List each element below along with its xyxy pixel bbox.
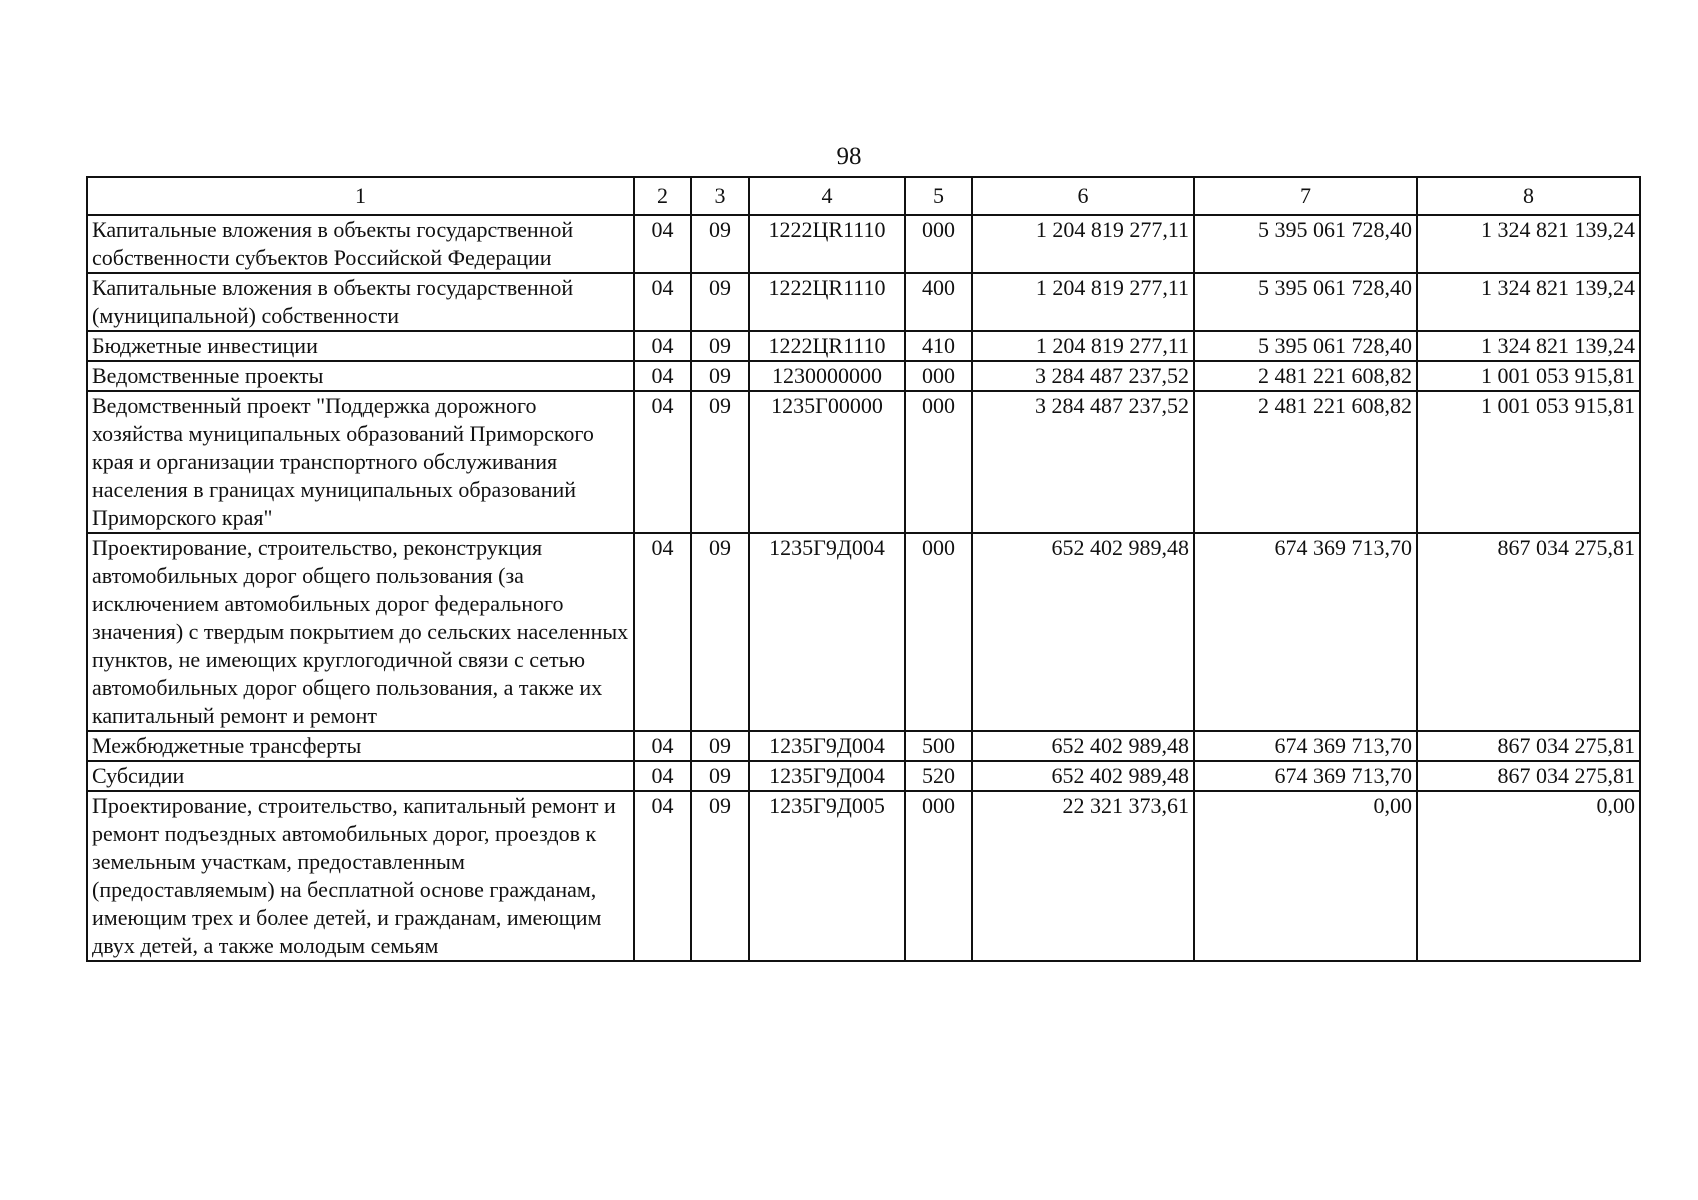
amount-cell: 1 204 819 277,11 — [972, 273, 1194, 331]
table-row — [87, 273, 1640, 331]
amount-cell: 5 395 061 728,40 — [1194, 273, 1417, 331]
section-code-cell: 04 — [634, 361, 691, 391]
table-row — [87, 215, 1640, 273]
amount-cell: 1 204 819 277,11 — [972, 331, 1194, 361]
expense-type-cell: 000 — [905, 391, 972, 533]
amount-cell: 674 369 713,70 — [1194, 533, 1417, 731]
table-row — [87, 361, 1640, 391]
column-header: 5 — [905, 177, 972, 215]
expense-type-cell: 000 — [905, 533, 972, 731]
section-code-cell: 04 — [634, 391, 691, 533]
row-name-cell: Ведомственный проект "Поддержка дорожного хозяйства муниципальных образований Приморского края и организации транспортного обслуживания населения в границах муниципальных образований Приморского края" — [87, 391, 634, 533]
row-name-cell: Ведомственные проекты — [87, 361, 634, 391]
target-article-cell: 1235Г9Д004 — [749, 731, 905, 761]
subsection-code-cell: 09 — [691, 731, 749, 761]
amount-cell: 867 034 275,81 — [1417, 533, 1640, 731]
amount-cell: 674 369 713,70 — [1194, 761, 1417, 791]
amount-cell: 2 481 221 608,82 — [1194, 391, 1417, 533]
target-article-cell: 1230000000 — [749, 361, 905, 391]
target-article-cell: 1235Г9Д004 — [749, 533, 905, 731]
amount-cell: 2 481 221 608,82 — [1194, 361, 1417, 391]
section-code-cell: 04 — [634, 791, 691, 961]
page-number: 98 — [836, 143, 862, 170]
column-header: 4 — [749, 177, 905, 215]
target-article-cell: 1235Г9Д005 — [749, 791, 905, 961]
subsection-code-cell: 09 — [691, 533, 749, 731]
target-article-cell: 1222ЦR1110 — [749, 273, 905, 331]
amount-cell: 867 034 275,81 — [1417, 761, 1640, 791]
row-name-cell: Межбюджетные трансферты — [87, 731, 634, 761]
row-name-cell: Проектирование, строительство, капитальный ремонт и ремонт подъездных автомобильных дорог, проездов к земельным участкам, предоставленным (предоставляемым) на бесплатной основе гражданам, имеющим трех и более детей, и гражданам, имеющим двух детей, а также молодым семьям — [87, 791, 634, 961]
amount-cell: 0,00 — [1417, 791, 1640, 961]
amount-cell: 5 395 061 728,40 — [1194, 331, 1417, 361]
amount-cell: 5 395 061 728,40 — [1194, 215, 1417, 273]
subsection-code-cell: 09 — [691, 761, 749, 791]
target-article-cell: 1222ЦR1110 — [749, 215, 905, 273]
expense-type-cell: 410 — [905, 331, 972, 361]
table-row — [87, 331, 1640, 361]
amount-cell: 1 324 821 139,24 — [1417, 215, 1640, 273]
expense-type-cell: 000 — [905, 215, 972, 273]
subsection-code-cell: 09 — [691, 273, 749, 331]
amount-cell: 652 402 989,48 — [972, 761, 1194, 791]
subsection-code-cell: 09 — [691, 215, 749, 273]
column-header: 1 — [87, 177, 634, 215]
section-code-cell: 04 — [634, 533, 691, 731]
table-row — [87, 731, 1640, 761]
amount-cell: 1 001 053 915,81 — [1417, 391, 1640, 533]
expense-type-cell: 400 — [905, 273, 972, 331]
column-header: 3 — [691, 177, 749, 215]
row-name-cell: Субсидии — [87, 761, 634, 791]
section-code-cell: 04 — [634, 761, 691, 791]
amount-cell: 1 204 819 277,11 — [972, 215, 1194, 273]
amount-cell: 1 324 821 139,24 — [1417, 273, 1640, 331]
section-code-cell: 04 — [634, 331, 691, 361]
amount-cell: 652 402 989,48 — [972, 731, 1194, 761]
subsection-code-cell: 09 — [691, 791, 749, 961]
section-code-cell: 04 — [634, 731, 691, 761]
amount-cell: 3 284 487 237,52 — [972, 391, 1194, 533]
row-name-cell: Капитальные вложения в объекты государственной (муниципальной) собственности — [87, 273, 634, 331]
row-name-cell: Капитальные вложения в объекты государственной собственности субъектов Российской Федерации — [87, 215, 634, 273]
table-row — [87, 761, 1640, 791]
column-header: 7 — [1194, 177, 1417, 215]
subsection-code-cell: 09 — [691, 361, 749, 391]
table-row — [87, 533, 1640, 731]
amount-cell: 0,00 — [1194, 791, 1417, 961]
target-article-cell: 1235Г9Д004 — [749, 761, 905, 791]
row-name-cell: Проектирование, строительство, реконструкция автомобильных дорог общего пользования (за исключением автомобильных дорог федерального значения) с твердым покрытием до сельских населенных пунктов, не имеющих круглогодичной связи с сетью автомобильных дорог общего пользования, а также их капитальный ремонт и ремонт — [87, 533, 634, 731]
header-row — [87, 177, 1640, 215]
amount-cell: 652 402 989,48 — [972, 533, 1194, 731]
expense-type-cell: 000 — [905, 361, 972, 391]
expense-type-cell: 520 — [905, 761, 972, 791]
amount-cell: 3 284 487 237,52 — [972, 361, 1194, 391]
amount-cell: 867 034 275,81 — [1417, 731, 1640, 761]
amount-cell: 1 324 821 139,24 — [1417, 331, 1640, 361]
row-name-cell: Бюджетные инвестиции — [87, 331, 634, 361]
table-row — [87, 391, 1640, 533]
section-code-cell: 04 — [634, 273, 691, 331]
column-header: 8 — [1417, 177, 1640, 215]
column-header: 2 — [634, 177, 691, 215]
table-row — [87, 791, 1640, 961]
expense-type-cell: 500 — [905, 731, 972, 761]
expense-type-cell: 000 — [905, 791, 972, 961]
section-code-cell: 04 — [634, 215, 691, 273]
column-header: 6 — [972, 177, 1194, 215]
amount-cell: 22 321 373,61 — [972, 791, 1194, 961]
amount-cell: 1 001 053 915,81 — [1417, 361, 1640, 391]
target-article-cell: 1222ЦR1110 — [749, 331, 905, 361]
amount-cell: 674 369 713,70 — [1194, 731, 1417, 761]
subsection-code-cell: 09 — [691, 391, 749, 533]
target-article-cell: 1235Г00000 — [749, 391, 905, 533]
subsection-code-cell: 09 — [691, 331, 749, 361]
budget-table — [86, 176, 1641, 962]
